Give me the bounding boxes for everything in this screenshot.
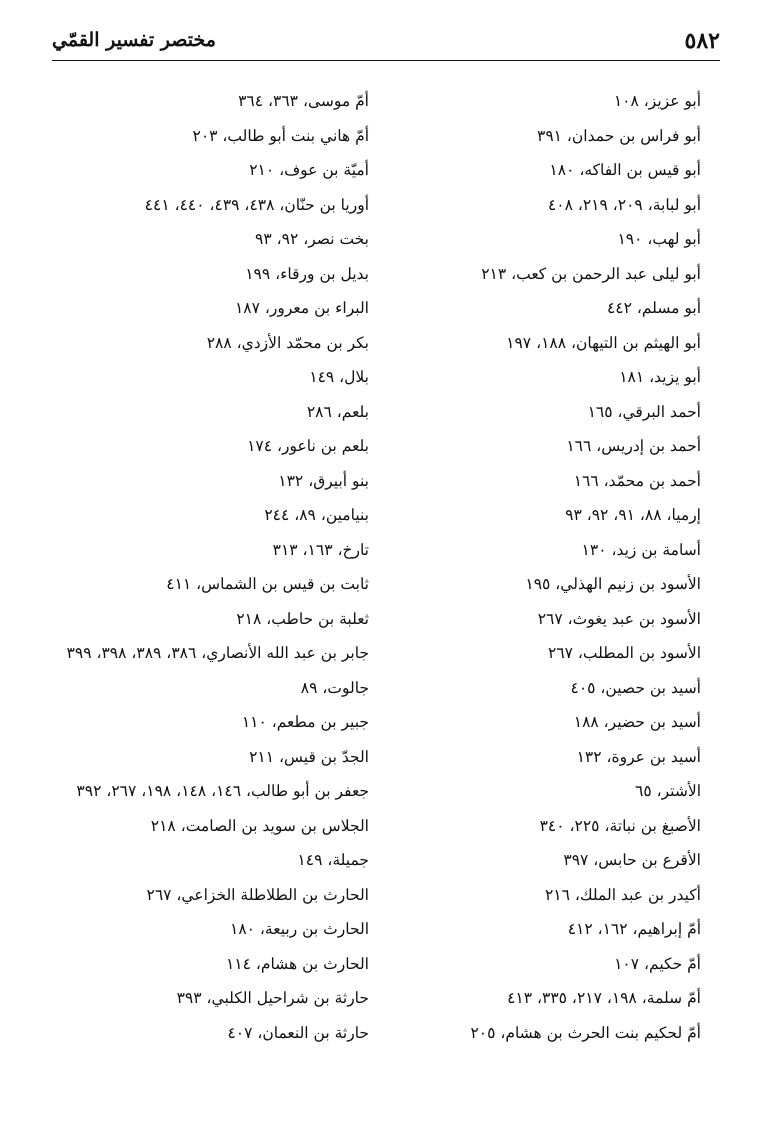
index-entry: الأقرع بن حابس، ٣٩٧ <box>563 851 701 869</box>
index-entry: أبو يزيد، ١٨١ <box>619 368 701 386</box>
index-column-right <box>401 84 701 1050</box>
index-entry: الأسود بن عبد يغوث، ٢٦٧ <box>537 609 701 628</box>
index-entry: أبو قيس بن الفاكه، ١٨٠ <box>549 161 701 179</box>
index-entry: الأصبغ بن نباتة، ٢٢٥، ٣٤٠ <box>539 816 701 835</box>
index-entry: الأسود بن زنيم الهذلي، ١٩٥ <box>525 575 701 593</box>
index-entry: أوريا بن حنّان، ٤٣٨، ٤٣٩، ٤٤٠، ٤٤١ <box>144 195 369 214</box>
index-entry: أسامة بن زيد، ١٣٠ <box>581 540 701 559</box>
index-entry: الحارث بن هشام، ١١٤ <box>225 954 369 973</box>
index-column-left <box>29 84 369 1050</box>
index-entry: جابر بن عبد الله الأنصاري، ٣٨٦، ٣٨٩، ٣٩٨، ٣٩٩ <box>66 644 369 662</box>
index-entry: أبو الهيثم بن التيهان، ١٨٨، ١٩٧ <box>506 333 701 352</box>
index-entry: الأسود بن المطلب، ٢٦٧ <box>548 644 701 662</box>
index-entry: حارثة بن شراحيل الكلبي، ٣٩٣ <box>176 989 369 1007</box>
index-entry: أمّ موسى، ٣٦٣، ٣٦٤ <box>238 92 369 110</box>
index-entry: بلال، ١٤٩ <box>309 368 369 386</box>
index-entry: جبير بن مطعم، ١١٠ <box>241 713 369 731</box>
index-entry: أسيد بن حصين، ٤٠٥ <box>570 678 701 697</box>
index-entry: أمّ إبراهيم، ١٦٢، ٤١٢ <box>567 920 701 938</box>
index-entry: أبو مسلم، ٤٤٢ <box>606 299 701 317</box>
index-entry: أبو فراس بن حمدان، ٣٩١ <box>537 126 701 145</box>
index-entry: الحارث بن الطلاطلة الخزاعي، ٢٦٧ <box>146 885 369 904</box>
index-entry: الجدّ بن قيس، ٢١١ <box>249 747 369 766</box>
index-entry: بديل بن ورقاء، ١٩٩ <box>245 264 369 283</box>
index-entry: الحارث بن ربيعة، ١٨٠ <box>230 920 369 938</box>
index-entry: تارخ، ١٦٣، ٣١٣ <box>272 540 369 559</box>
index-entry: بنيامين، ٨٩، ٢٤٤ <box>264 506 369 524</box>
running-title: مختصر تفسير القمّي <box>52 29 216 51</box>
index-entry: أبو لهب، ١٩٠ <box>617 230 701 248</box>
index-entry: أحمد البرقي، ١٦٥ <box>587 402 701 421</box>
index-entry: أحمد بن محمّد، ١٦٦ <box>573 471 701 490</box>
index-entry: أمّ هاني بنت أبو طالب، ٢٠٣ <box>192 126 369 145</box>
index-entry: بلعم، ٢٨٦ <box>306 402 369 421</box>
page-header <box>52 22 720 61</box>
index-entry: ثابت بن قيس بن الشماس، ٤١١ <box>166 575 369 593</box>
index-entry: أسيد بن عروة، ١٣٢ <box>576 747 701 766</box>
index-entry: أسيد بن حضير، ١٨٨ <box>573 713 701 731</box>
index-entry: أكيدر بن عبد الملك، ٢١٦ <box>544 885 701 904</box>
index-entry: ثعلبة بن حاطب، ٢١٨ <box>236 609 369 628</box>
index-entry: أبو عزيز، ١٠٨ <box>613 92 701 110</box>
index-entry: أمّ سلمة، ١٩٨، ٢١٧، ٣٣٥، ٤١٣ <box>507 989 701 1007</box>
index-entry: أميّة بن عوف، ٢١٠ <box>249 161 369 179</box>
index-entry: جالوت، ٨٩ <box>300 678 369 697</box>
index-entry: أمّ لحكيم بنت الحرث بن هشام، ٢٠٥ <box>470 1023 701 1042</box>
index-entry: بلعم بن ناعور، ١٧٤ <box>247 437 369 455</box>
index-entry: أمّ حكيم، ١٠٧ <box>614 954 701 973</box>
index-entry: الأشتر، ٦٥ <box>635 782 701 800</box>
index-entry: بكر بن محمّد الأزدي، ٢٨٨ <box>206 333 369 352</box>
index-entry: حارثة بن النعمان، ٤٠٧ <box>227 1023 369 1042</box>
index-entry: الجلاس بن سويد بن الصامت، ٢١٨ <box>150 816 369 835</box>
index-entry: إرميا، ٨٨، ٩١، ٩٢، ٩٣ <box>565 506 701 524</box>
index-entry: البراء بن معرور، ١٨٧ <box>234 299 369 317</box>
index-entry: أبو لبابة، ٢٠٩، ٢١٩، ٤٠٨ <box>547 195 701 214</box>
page-number: ٥٨٢ <box>684 28 720 54</box>
index-entry: بخت نصر، ٩٢، ٩٣ <box>255 230 369 248</box>
index-entry: أحمد بن إدريس، ١٦٦ <box>566 437 701 455</box>
index-entry: جميلة، ١٤٩ <box>297 851 369 869</box>
index-entry: جعفر بن أبو طالب، ١٤٦، ١٤٨، ١٩٨، ٢٦٧، ٣٩٢ <box>76 782 369 800</box>
index-entry: أبو ليلى عبد الرحمن بن كعب، ٢١٣ <box>481 264 701 283</box>
index-entry: بنو أبيرق، ١٣٢ <box>278 471 369 490</box>
